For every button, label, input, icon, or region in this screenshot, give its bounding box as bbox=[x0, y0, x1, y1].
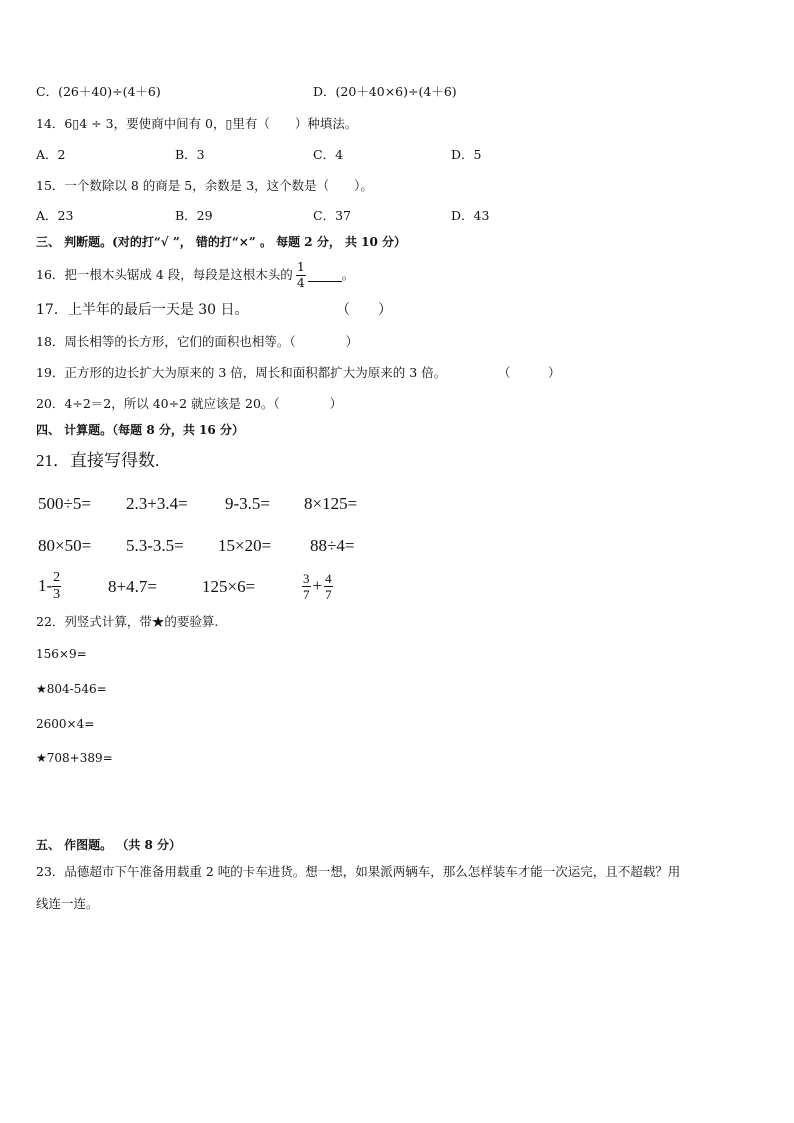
q14-option-d: D．5 bbox=[451, 147, 482, 162]
q13-option-d: D．(20＋40×6)÷(4＋6) bbox=[313, 84, 457, 99]
q21-r3-item-4-fraction-2 bbox=[324, 572, 333, 601]
q21-title: 21．直接写得数. bbox=[36, 451, 160, 470]
q15-option-a: A．23 bbox=[36, 208, 74, 223]
q21-r3-item-4-numerator-1: 3 bbox=[303, 570, 310, 586]
q21-r1-item-3: 9-3.5= bbox=[225, 494, 270, 513]
q18-text: 18．周长相等的长方形，它们的面积也相等。（ ） bbox=[36, 334, 359, 349]
q22-title: 22．列竖式计算，带★的要验算. bbox=[36, 614, 219, 629]
q21-r3-item-1-fraction bbox=[52, 571, 61, 602]
q16-text: 16．把一根木头锯成 4 段，每段是这根木头的 bbox=[36, 267, 293, 282]
q17-answer-paren: （ ） bbox=[336, 302, 392, 318]
q21-r2-item-4: 88÷4= bbox=[310, 536, 355, 555]
q23-line-1: 23．品德超市下午准备用载重 2 吨的卡车进货。想一想，如果派两辆车，那么怎样装车才能一次运完，且不超载？用 bbox=[36, 864, 681, 879]
q21-r3-item-4-plus: + bbox=[312, 576, 323, 595]
q14-option-c: C．4 bbox=[313, 147, 344, 162]
q16-fraction-denominator: 4 bbox=[296, 274, 305, 290]
q21-r2-item-3: 15×20= bbox=[218, 536, 272, 555]
q22-item-2: ★804-546= bbox=[36, 682, 107, 696]
q21-r3-item-1-prefix: 1- bbox=[38, 576, 53, 595]
q16-fraction-numerator: 1 bbox=[296, 259, 305, 274]
q21-r1-item-4: 8×125= bbox=[304, 494, 358, 513]
q22-item-4: ★708+389= bbox=[36, 751, 113, 765]
q21-r2-item-1: 80×50= bbox=[38, 536, 92, 555]
section-3-heading: 三、 判断题。(对的打“√ ”， 错的打“×” 。 每题 2 分， 共 10 分） bbox=[36, 235, 407, 249]
section-4-heading: 四、 计算题。（每题 8 分，共 16 分） bbox=[36, 423, 244, 437]
q16-fraction bbox=[296, 261, 306, 289]
q15-option-b: B．29 bbox=[175, 208, 213, 223]
q21-r3-item-1-denominator: 3 bbox=[53, 586, 61, 602]
q23-line-2: 线连一连。 bbox=[36, 896, 99, 911]
q16 bbox=[36, 258, 354, 292]
q22-item-3: 2600×4= bbox=[36, 717, 95, 731]
q21-r3-item-1 bbox=[38, 566, 61, 606]
q15-stem: 15．一个数除以 8 的商是 5，余数是 3，这个数是（ ）。 bbox=[36, 178, 373, 193]
q14-stem: 14．6▯4 ÷ 3，要使商中间有 0，▯里有（ ）种填法。 bbox=[36, 116, 358, 131]
q15-option-d: D．43 bbox=[451, 208, 490, 223]
q21-r1-item-2: 2.3+3.4= bbox=[126, 494, 188, 513]
q17-text: 17．上半年的最后一天是 30 日。 bbox=[36, 302, 249, 318]
q21-r2-item-2: 5.3-3.5= bbox=[126, 536, 184, 555]
q21-r3-item-4 bbox=[302, 566, 333, 606]
q21-r3-item-4-fraction-1 bbox=[302, 572, 311, 601]
q21-r3-item-2: 8+4.7= bbox=[108, 577, 157, 596]
q19-answer-paren: （ ） bbox=[498, 365, 561, 380]
q16-period: 。 bbox=[341, 267, 355, 282]
q21-r3-item-3: 125×6= bbox=[202, 577, 256, 596]
q20-text: 20．4÷2＝2，所以 40÷2 就应该是 20。（ ） bbox=[36, 396, 343, 411]
q21-r3-item-4-numerator-2: 4 bbox=[325, 570, 332, 586]
q21-r3-item-4-denominator-1: 7 bbox=[303, 586, 310, 602]
q14-option-b: B．3 bbox=[175, 147, 205, 162]
q22-item-1: 156×9= bbox=[36, 647, 87, 661]
q21-r3-item-1-numerator: 2 bbox=[53, 569, 61, 585]
q14-option-a: A．2 bbox=[36, 147, 66, 162]
section-5-heading: 五、 作图题。 （共 8 分） bbox=[36, 838, 182, 852]
q15-option-c: C．37 bbox=[313, 208, 351, 223]
q16-answer-blank bbox=[308, 269, 342, 282]
q21-r1-item-1: 500÷5= bbox=[38, 494, 91, 513]
q19-text: 19．正方形的边长扩大为原来的 3 倍，周长和面积都扩大为原来的 3 倍。 bbox=[36, 365, 447, 380]
q21-r3-item-4-denominator-2: 7 bbox=[325, 586, 332, 602]
q13-option-c: C．(26＋40)÷(4＋6) bbox=[36, 84, 161, 99]
